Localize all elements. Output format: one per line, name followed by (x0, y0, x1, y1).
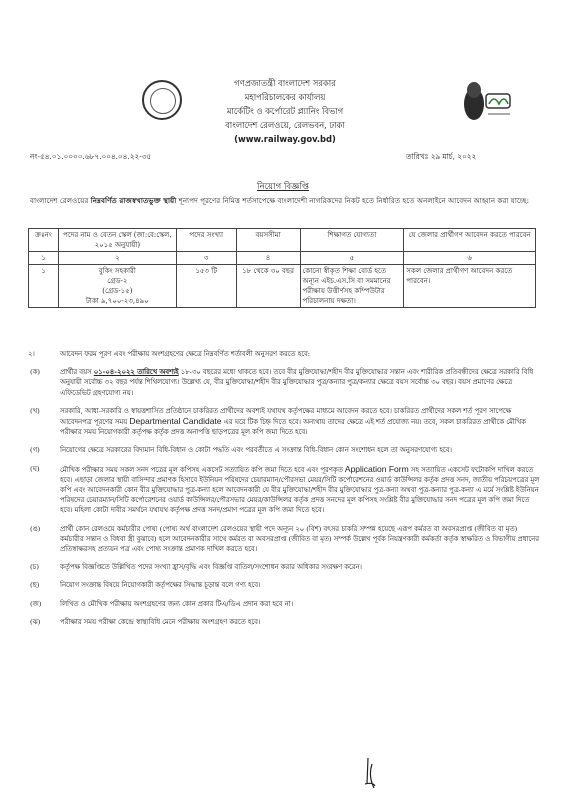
table-header-row (29, 229, 536, 252)
col-header-district: যে জেলার প্রার্থীগণ আবেদন করতে পারবেন (404, 229, 536, 252)
condition-jha (28, 617, 540, 627)
condition-number: (গ) (30, 446, 40, 455)
condition-ga (28, 445, 540, 455)
header-website: (www.railway.gov.bd) (234, 134, 336, 144)
condition-number: (ঙ) (30, 524, 41, 533)
condition-ja (28, 599, 540, 609)
condition-ka (28, 367, 540, 398)
notice-title: নিয়োগ বিজ্ঞপ্তি (257, 182, 309, 192)
condition-number: (জ) (30, 599, 42, 608)
intro-text-bold: নিম্নবর্ণিত রাজস্বখাতভুক্ত স্থায়ী (90, 196, 177, 205)
row-serial: ১ (29, 265, 59, 308)
row-post-count: ১৫৩ টি (176, 265, 236, 308)
condition-chh (28, 580, 540, 590)
col-header-count: পদের সংখ্যা (176, 229, 236, 252)
condition-ng (28, 524, 540, 555)
conditions-section (28, 349, 540, 635)
header-line-office: মহাপরিচালকের কার্যালয় (244, 92, 326, 102)
notice-date: তারিখঃ ২৯ মার্চ, ২০২২ (406, 152, 477, 161)
row-post-cell (58, 265, 176, 308)
condition-number: (ছ) (30, 581, 40, 590)
condition-text-underlined: ০১-০৪-২০২২ তারিখে অবশ্যই (93, 368, 179, 377)
row-eligible-district: সকল জেলার প্রার্থীগণ আবেদন করতে পারবেন। (404, 265, 536, 308)
intro-paragraph (30, 194, 530, 207)
letterhead (140, 76, 430, 146)
condition-text: নিয়োগের ক্ষেত্রে সরকারের বিদ্যমান বিধি-বিধান ও কোটা পদ্ধতি এবং পরবর্তীতে এ সংক্রান্ত বিধি-বিধান কোন সংশোধন হলে তা অনুসরণযোগ্য হবে। (60, 446, 452, 455)
row-grade-alt: (গ্রেড-১৫) (102, 287, 133, 295)
row-age-limit: ১৮ থেকে ৩০ বছর (236, 265, 300, 308)
condition-main (28, 349, 540, 359)
condition-number: (খ) (30, 406, 40, 415)
col-header-age: বয়সসীমা (236, 229, 300, 252)
row-qualification: কোনো স্বীকৃত শিক্ষা বোর্ড হতে অন্যূন এইচ.এস.সি বা সমমানের পরীক্ষায় উত্তীর্ণসহ কম্পিউটার পরিচালনায় দক্ষতা। (300, 265, 404, 308)
condition-text-pre: প্রার্থীর বয়স (60, 368, 94, 377)
condition-text: আবেদন ফরম পূরণ এবং পরীক্ষায় অংশগ্রহণের ক্ষেত্রে নিম্নবর্ণিত শর্তাবলী অনুসরণ করতে হবে: (60, 350, 311, 358)
header-line-address: বাংলাদেশ রেলওয়ে, রেলভবন, ঢাকা (225, 120, 345, 130)
condition-text-pre: সরকারি, আধা-সরকারি ও স্বায়ত্তশাসিত প্রতিষ্ঠানে চাকরিরত প্রার্থীদের অবশ্যই যথাযথ কর্তৃপক্ষের মাধ্যমে আবেদন করতে হবে। চাকরিরত প্রার্থীদের সকল শর্ত পূরণ সাপেক্ষে আবেদনপত্র পূরণের সময় (60, 406, 512, 427)
condition-number: (ক) (30, 368, 41, 377)
intro-text-part1: বাংলাদেশ রেলওয়ের (30, 196, 91, 205)
index-cell: ৩ (176, 252, 236, 265)
index-cell: ৫ (300, 252, 404, 265)
memo-number: নং-৫৪.০১.০০০০.৬৮৭.০০৪.০৪.২২-৩৫ (30, 152, 152, 161)
departmental-candidate-term: Departmental Candidate (129, 416, 222, 427)
table-row (29, 265, 536, 308)
condition-text: নিয়োগ সংক্রান্ত বিষয়ে নিয়োগকারী কর্তৃপক্ষের সিদ্ধান্ত চূড়ান্ত বলে গণ্য হবে। (60, 581, 261, 590)
condition-text: লিখিত ও মৌখিক পরীক্ষায় অংশগ্রহণের জন্য কোন প্রকার টিএ/ডিএ প্রদান করা হবে না। (60, 599, 294, 608)
condition-text-post: এর ঘরে টিক চিহ্ন দিতে হবে। অন্যথায় তাদের ক্ষেত্রে এই শর্ত প্রযোজ্য নয়। তবে, সকল চাকরিরত প্রার্থীকে মৌখিক পরীক্ষার সময় নিয়োগকারী কর্তৃপক্ষ কর্তৃক প্রদত্ত অনাপত্তি ছাড়পত্রের মূল কপি জমা দিতে হবে। (60, 418, 526, 437)
condition-number: (ঝ) (30, 617, 41, 626)
index-cell: ৪ (236, 252, 300, 265)
condition-kha (28, 406, 540, 438)
condition-number: (ঘ) (30, 464, 40, 473)
portrait-logo-icon (458, 74, 514, 126)
index-cell: ৬ (404, 252, 536, 265)
intro-text-part2: শূন্যপদ পূরণের নিমিত্ত শর্তসাপেক্ষে বাংলাদেশী নাগরিকদের নিকট হতে নির্ধারিত হতে অনলাইনে আবেদন আহ্বান করা যাচ্ছে: (176, 196, 530, 205)
condition-text: প্রার্থী কোন রেলওয়ে কর্মচারীর পোষ্য (পোষ্য অর্থ বাংলাদেশ রেলওয়ের স্থায়ী পদে অন্যূন ২০ (বিশ) বৎসর চাকরি সম্পন্ন হয়েছে এরূপ কর্মরত বা অবসরপ্রাপ্ত (জীবিত বা মৃত) কর্মচারীর সন্তান ও বিধবা স্ত্রী বুঝাবে) হলে আবেদনকারীর সাথে কর্মরত বা অবসরপ্রাপ্ত (জীবিত বা মৃত) সম্পর্ক উল্লেখ পূর্বক নিয়ন্ত্রণকারী কর্মকর্তা কর্তৃক স্বাক্ষরিত ও বিভাগীয় প্রধানের প্রতিস্বাক্ষরসহ প্রত্যয়ন পত্র এবং পোষ্য সংক্রান্ত প্রমাণক দাখিল করতে হবে। (60, 524, 539, 554)
header-line-govt: গণপ্রজাতন্ত্রী বাংলাদেশ সরকার (234, 78, 336, 88)
header-line-department: মার্কেটিং ও কর্পোরেট প্ল্যানিং বিভাগ (226, 106, 344, 116)
col-header-post: পদের নাম ও বেতন স্কেল (জা:বে:স্কেল, ২০১৫ অনুযায়ী) (58, 229, 176, 252)
condition-gha (28, 464, 540, 516)
vacancy-table (28, 228, 536, 308)
row-pay-scale: টাকা ৯,৭০০-২৩,৪৯০ (85, 297, 149, 305)
condition-text-post: সহ সত্যায়িত একসেট ফটোকপি দাখিল করতে হবে। এছাড়া জেলার স্থায়ী বাসিন্দার প্রমাণক হিসাবে ইউনিয়ন পরিষদের চেয়ারম্যান/পৌরসভা মেয়র/সিটি কর্পোরেশনের ওয়ার্ড কাউন্সিলর কর্তৃক প্রদত্ত সনদ, জাতীয় পরিচয়পত্রের মূল কপি এবং আবেদনকারী কোন বীর মুক্তিযোদ্ধার পুত্র-কন্যা হলে আবেদনকারী যে বীর মুক্তিযোদ্ধা/শহীদ বীর মুক্তিযোদ্ধার পুত্র-কন্যা অথবা পুত্র-কন্যার পুত্র-কন্যা এ মর্মে সংশ্লিষ্ট ইউনিয়ন পরিষদের চেয়ারম্যান/সিটি কর্পোরেশনের ওয়ার্ড কাউন্সিলর/পৌরসভার মেয়র/কাউন্সিলর কর্তৃক প্রদত্ত সনদের মূল কপিসহ সংশ্লিষ্ট বীর মুক্তিযোদ্ধার সনদ পত্রের মূল কপি জমা দিতে হবে। মহিলা কোটা দাবীর সমর্থনে যথাযথ কর্তৃপক্ষ প্রদত্ত সনদ/প্রমাণ পত্রের মূল কপি জমা দিতে হবে। (60, 465, 540, 515)
row-grade: গ্রেড-২ (107, 277, 128, 285)
index-cell: ১ (29, 252, 59, 265)
application-form-term: Application Form (344, 463, 409, 474)
condition-number: ২। (28, 350, 35, 358)
condition-text: পরীক্ষার সময় পরীক্ষা কেন্দ্রে স্বাস্থ্যবিধি মেনে পরীক্ষায় অংশগ্রহণ করতে হবে। (60, 617, 261, 626)
condition-text-pre: মৌখিক পরীক্ষার সময় সকল সনদ পত্রের মূল কপিসহ একসেট সত্যায়িত কপি জমা দিতে হবে এবং পূরণকৃত (60, 465, 345, 474)
table-index-row (29, 252, 536, 265)
condition-text-post: ১৮-৩০ বছরের মধ্যে থাকতে হবে। তবে বীর মুক্তিযোদ্ধা/শহীদ বীর মুক্তিযোদ্ধার সন্তান এবং শারীরিক প্রতিবন্ধীদের ক্ষেত্রে সরকারি বিধি অনুযায়ী সর্বোচ্চ ৩২ বছর পর্যন্ত শিথিলযোগ্য। উল্লেখ্য যে, বীর মুক্তিযোদ্ধা/শহীদ বীর মুক্তিযোদ্ধার পুত্র/কন্যার পুত্র/কন্যার ক্ষেত্রে বয়স সর্বোচ্চ ৩০ বছর। বয়স প্রমাণের ক্ষেত্রে এফিডেভিট গ্রহণযোগ্য নয়। (60, 368, 534, 397)
condition-text: কর্তৃপক্ষ বিজ্ঞপ্তিতে উল্লিখিত পদের সংখ্যা হ্রাস/বৃদ্ধি এবং বিজ্ঞপ্তি বাতিল/সংশোধন করার অধিকার সংরক্ষণ করেন। (60, 563, 362, 572)
signature-mark-icon (362, 754, 382, 794)
col-header-qualification: শিক্ষাগত যোগ্যতা (300, 229, 404, 252)
condition-ch (28, 562, 540, 572)
condition-number: (চ) (30, 563, 39, 572)
col-header-serial: ক্রঃনং (29, 229, 59, 252)
index-cell: ২ (58, 252, 176, 265)
row-post-name: বুকিং সহকারী (98, 267, 136, 275)
